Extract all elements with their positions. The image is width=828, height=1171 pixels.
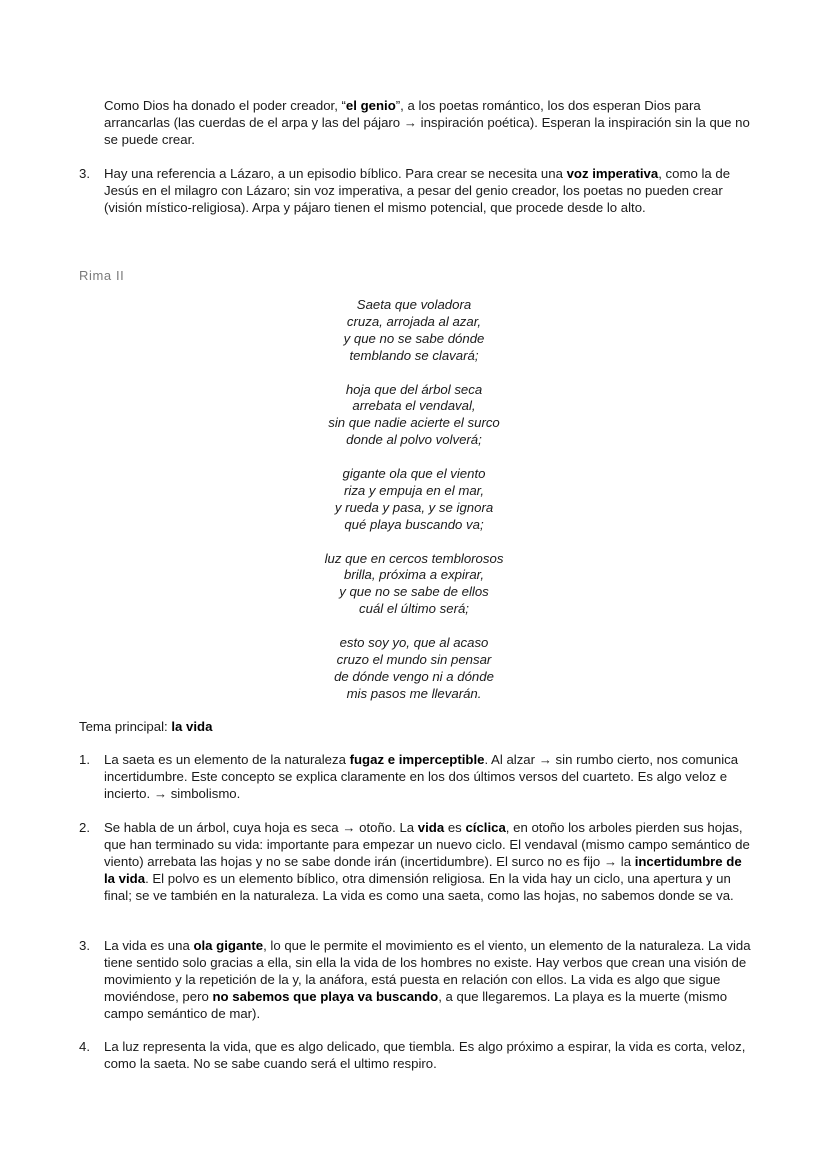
text-run: La saeta es un elemento de la naturaleza — [104, 752, 350, 767]
poem-stanza — [264, 635, 564, 703]
list-item-hoja — [104, 820, 752, 905]
poem-stanza — [264, 551, 564, 619]
text-run: Hay una referencia a Lázaro, a un episodio bíblico. Para crear se necesita una — [104, 166, 567, 181]
text-run: , lo que le permite el movimiento es el viento, un elemento de la naturaleza. La vida tiene sentido solo gracias a ella, sin ella la vida de los hombres no existe. Hay verbos que crean una visión de movimiento y la repetición de la y, la anáfora, está puesta en relación con ellos. La vida es algo que sigue moviéndose, pero — [104, 938, 751, 1004]
bold-text: el genio — [345, 98, 396, 113]
list-item-ola — [104, 938, 752, 1023]
poem-line: y que no se sabe de ellos — [339, 584, 489, 600]
poem-line: cruzo el mundo sin pensar — [336, 651, 492, 667]
poem-stanza — [264, 382, 564, 450]
text-run: La vida es una — [104, 938, 194, 953]
poem-line: gigante ola que el viento — [342, 466, 486, 482]
poem-line: Saeta que voladora — [356, 297, 472, 312]
bold-text: cíclica — [465, 820, 506, 835]
poem-line: luz que en cercos temblorosos — [324, 550, 504, 566]
bold-text: vida — [417, 820, 445, 835]
text-run: . Al alzar → sin rumbo cierto, nos comunica incertidumbre. Este concepto se explica claramente en los dos últimos versos del cuarteto. Es algo veloz e incierto. → simbolismo. — [104, 752, 739, 801]
bold-text: ola gigante — [193, 938, 264, 953]
poem-line: y que no se sabe dónde — [343, 330, 485, 346]
text-run: La luz representa la vida, que es algo delicado, que tiembla. Es algo próximo a espirar, la vida es corta, veloz, como la saeta. No se sabe cuando será el ultimo respiro. — [104, 1039, 746, 1071]
bold-text: voz imperativa — [566, 166, 659, 181]
poem-line: de dónde vengo ni a dónde — [334, 668, 494, 684]
text-run: ”, a los poetas romántico, los dos esperan Dios para arrancarlas (las cuerdas de el arpa y las del pájaro → inspiración poética). Esperan la inspiración sin la que no se puede crear. — [104, 98, 750, 147]
list-number: 2. — [79, 820, 90, 835]
theme-value: la vida — [171, 719, 213, 734]
text-run: es — [444, 820, 466, 835]
intro-paragraph — [104, 98, 750, 149]
main-theme — [79, 719, 212, 736]
list-number: 3. — [79, 938, 90, 953]
list-number: 1. — [79, 752, 90, 767]
poem-line: y rueda y pasa, y se ignora — [334, 499, 494, 515]
theme-label: Tema principal: — [79, 719, 172, 734]
poem-line: cuál el último será; — [359, 601, 469, 617]
list-number: 4. — [79, 1039, 90, 1054]
list-item-lazaro — [104, 166, 752, 217]
bold-text: no sabemos que playa va buscando — [212, 988, 439, 1004]
list-number: 3. — [79, 166, 90, 181]
text-run: . El polvo es un elemento bíblico, otra dimensión religiosa. En la vida hay un ciclo, una apertura y un final; se ve también en la naturaleza. La vida es como una saeta, como las hojas, no sabemos donde se va. — [104, 870, 734, 903]
poem-line: qué playa buscando va; — [344, 516, 484, 532]
poem-line: temblando se clavará; — [349, 347, 479, 363]
poem-line: donde al polvo volverá; — [346, 432, 482, 448]
text-run: , como la de Jesús en el milagro con Lázaro; sin voz imperativa, a pesar del genio creador, los poetas no pueden crear (visión místico-religiosa). Arpa y pájaro tienen el mismo potencial, que procede desde lo alto. — [104, 166, 731, 215]
text-run: Se habla de un árbol, cuya hoja es seca → otoño. La — [104, 820, 418, 835]
bold-text: fugaz e imperceptible — [349, 752, 485, 767]
section-heading: Rima II — [79, 268, 125, 283]
poem-line: brilla, próxima a expirar, — [344, 567, 484, 583]
bold-text: incertidumbre de la vida — [104, 853, 742, 886]
poem-line: cruza, arrojada al azar, — [346, 313, 482, 329]
poem-stanza — [264, 466, 564, 534]
poem-line: riza y empuja en el mar, — [344, 482, 484, 498]
text-run: , en otoño los arboles pierden sus hojas, que han terminado su vida: importante para empezar un nuevo ciclo. El vendaval (mismo campo semántico de viento) arrebata las hojas y no se sabe donde irán (incertidumbre). El surco no es fijo → la — [104, 820, 750, 869]
list-item-luz — [104, 1039, 752, 1073]
text-run: , a que llegaremos. La playa es la muerte (mismo campo semántico de mar). — [104, 988, 728, 1021]
poem-line: hoja que del árbol seca — [345, 381, 483, 397]
poem-line: esto soy yo, que al acaso — [339, 635, 489, 651]
poem — [264, 297, 564, 720]
text-run: Como Dios ha donado el poder creador, “ — [104, 98, 346, 113]
poem-line: sin que nadie acierte el surco — [328, 415, 500, 431]
poem-line: arrebata el vendaval, — [352, 398, 476, 414]
list-item-saeta — [104, 752, 752, 803]
poem-line: mis pasos me llevarán. — [346, 685, 482, 701]
poem-stanza — [264, 297, 564, 365]
